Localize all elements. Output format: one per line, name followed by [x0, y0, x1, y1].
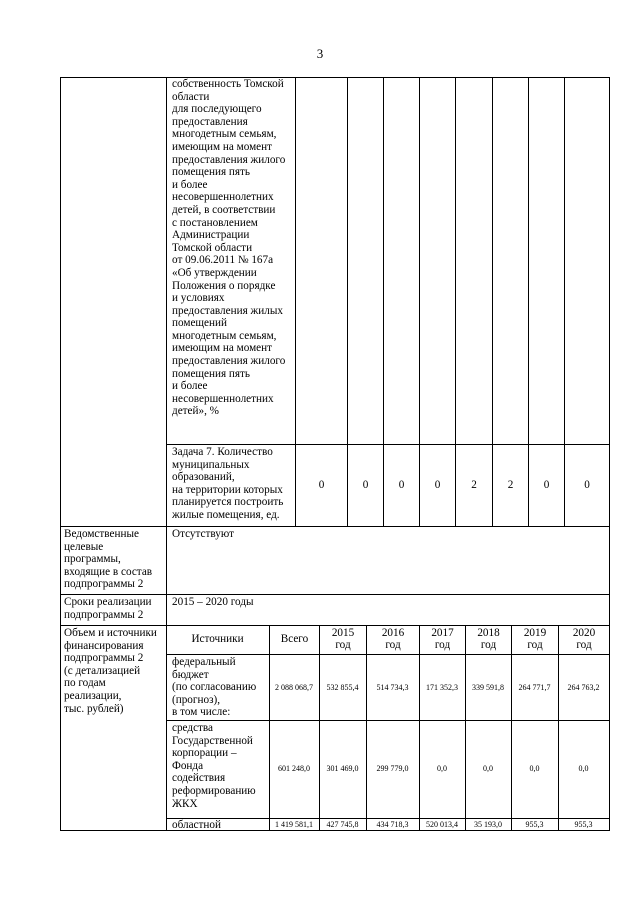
task7-value-2014: 0: [362, 479, 369, 491]
task7-value-2019: 0: [543, 479, 550, 491]
departmental-value: Отсутствуют: [172, 528, 234, 540]
finance-row-regional-2016: 434 718,3: [376, 820, 409, 829]
task7-value-2016: 0: [434, 479, 441, 491]
finance-header-2018: 2018 год: [477, 627, 500, 652]
finance-header-2020: 2020 год: [572, 627, 596, 652]
finance-row-regional-name: областной: [172, 819, 221, 831]
finance-row-regional-2019: 955,3: [525, 820, 544, 829]
finance-header-2019: 2019 год: [523, 627, 547, 652]
finance-row-fund-2018: 0,0: [483, 764, 493, 773]
finance-row-regional-2015: 427 745,8: [326, 820, 359, 829]
finance-header-total: Всего: [280, 633, 309, 645]
finance-row-federal-total: 2 088 068,7: [275, 683, 313, 692]
finance-row-federal-2019: 264 771,7: [518, 683, 551, 692]
finance-header-sources: Источники: [191, 633, 244, 645]
task7-value-2018: 2: [507, 479, 514, 491]
finance-header-2017: 2017 год: [431, 627, 454, 652]
finance-row-federal-2020: 264 763,2: [567, 683, 600, 692]
finance-row-fund-name: средства Государственной корпорации – Фонда содействия реформированию ЖКХ: [172, 722, 256, 810]
finance-row-federal-2018: 339 591,8: [472, 683, 504, 692]
finance-row-regional-total: 1 419 581,1: [275, 820, 313, 829]
page-number: 3: [316, 46, 324, 61]
task7-value-2020: 0: [584, 479, 590, 491]
finance-row-fund-2016: 299 779,0: [376, 764, 409, 773]
terms-label: Сроки реализации подпрограммы 2: [64, 596, 152, 621]
finance-row-fund-2020: 0,0: [578, 764, 589, 773]
finance-row-federal-name: федеральный бюджет (по согласованию (прогноз), в том числе:: [172, 656, 257, 719]
goal-indicator-text: собственность Томской области для последующего предоставления многодетным семьям, имеющим на момент предоставления жилого помещения пять и более несовершеннолетних детей, в соответствии с постановлением Администрации Томской области от 09.06.2011 № 167а «Об утверждении Положения о порядке и условиях предоставления жилых помещений многодетным семьям, имеющим на момент предоставления жилого помещения пять и более несовершеннолетних детей», %: [172, 78, 286, 418]
finance-row-federal-2017: 171 352,3: [426, 683, 458, 692]
finance-row-federal-2016: 514 734,3: [376, 683, 409, 692]
finance-label: Объем и источники финансирования подпрограммы 2 (с детализацией по годам реализации, тыс. рублей): [64, 627, 157, 715]
task7-value-2017: 2: [471, 479, 477, 491]
task7-value-2015: 0: [398, 479, 405, 491]
finance-header-2015: 2015 год: [331, 627, 355, 652]
finance-row-federal-2015: 532 855,4: [326, 683, 359, 692]
finance-row-regional-2018: 35 193,0: [474, 820, 502, 829]
finance-row-regional-2017: 520 013,4: [426, 820, 458, 829]
task7-text: Задача 7. Количество муниципальных образований, на территории которых планируется построить жилые помещения, ед.: [172, 446, 284, 521]
finance-row-fund-2017: 0,0: [437, 764, 447, 773]
finance-row-fund-total: 601 248,0: [278, 764, 310, 773]
finance-row-fund-2015: 301 469,0: [326, 764, 359, 773]
task7-value-2013: 0: [318, 479, 325, 491]
departmental-label: Ведомственные целевые программы, входящие в состав подпрограммы 2: [64, 528, 153, 591]
terms-value: 2015 – 2020 годы: [172, 596, 254, 608]
finance-row-fund-2019: 0,0: [529, 764, 540, 773]
finance-header-2016: 2016 год: [381, 627, 405, 652]
finance-row-regional-2020: 955,3: [574, 820, 593, 829]
